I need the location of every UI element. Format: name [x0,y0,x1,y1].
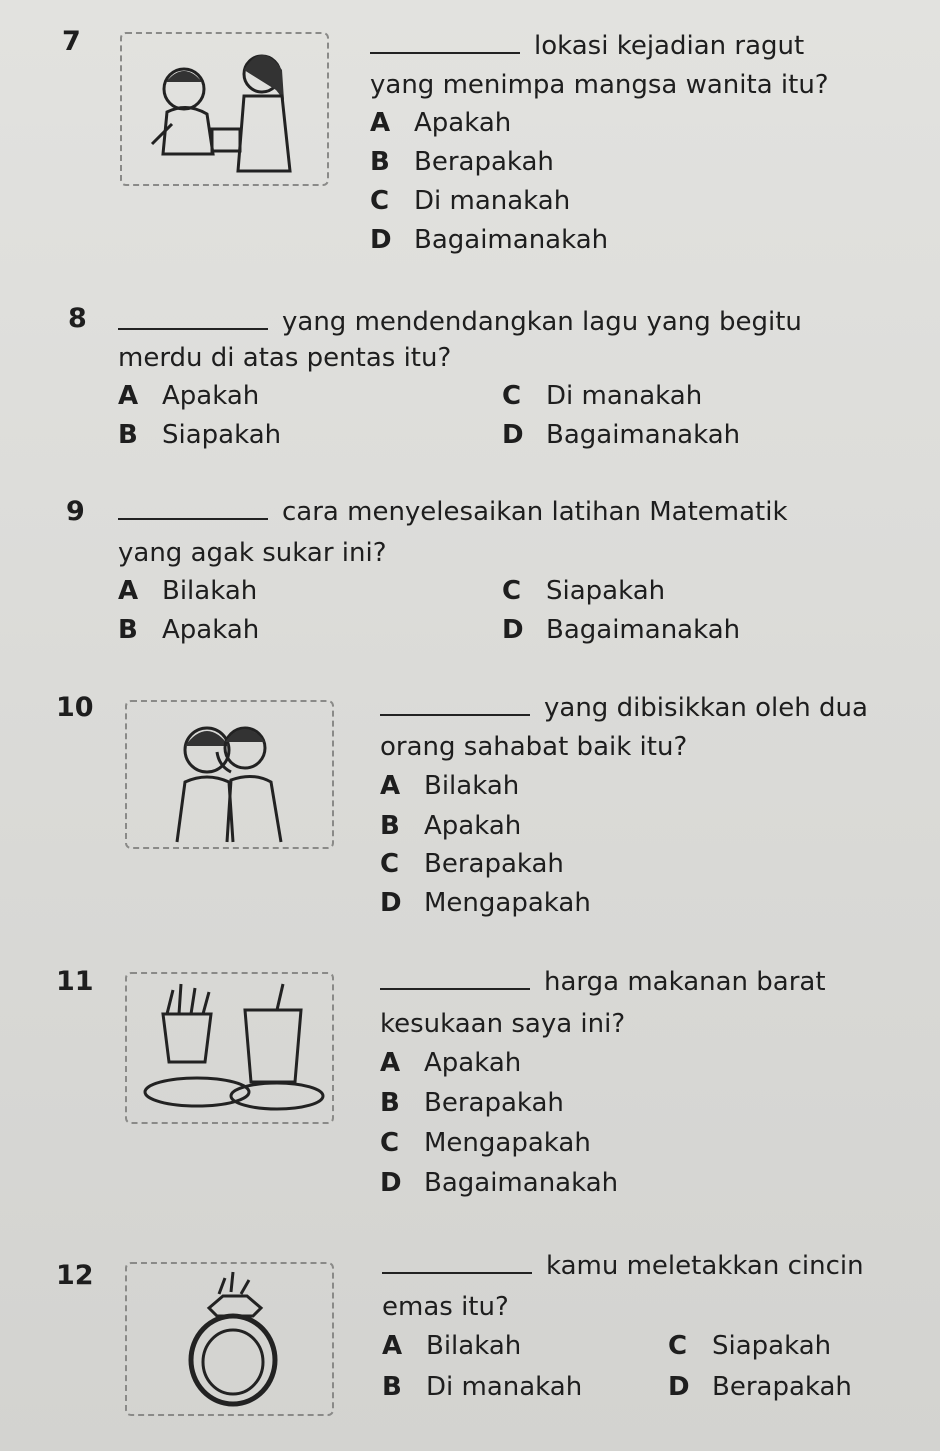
question-9-option-d[interactable]: D Bagaimanakah [502,615,741,645]
question-9-line-2: yang agak sukar ini? [118,538,387,568]
question-12-option-d[interactable]: D Berapakah [668,1372,852,1402]
question-9-option-c[interactable]: C Siapakah [502,576,666,606]
question-10-text-1: yang dibisikkan oleh dua [544,693,868,723]
question-9-option-a[interactable]: A Bilakah [118,576,258,606]
answer-blank [380,692,530,716]
question-11-line-1 [380,966,826,997]
question-9-number: 9 [66,496,85,527]
question-8-option-d[interactable]: D Bagaimanakah [502,420,741,450]
question-12-option-c[interactable]: C Siapakah [668,1331,832,1361]
question-10-line-2: orang sahabat baik itu? [380,732,688,762]
question-11-option-b[interactable]: B Berapakah [380,1088,564,1118]
question-8-text-1: yang mendendangkan lagu yang begitu [282,307,802,337]
question-7-option-c[interactable]: C Di manakah [370,186,571,216]
question-7-picture [120,32,329,186]
question-12-line-1 [382,1250,864,1281]
answer-blank [370,30,520,54]
question-12-number: 12 [56,1260,94,1291]
question-8-option-b[interactable]: B Siapakah [118,420,282,450]
question-11-picture [125,972,334,1124]
gold-ring-illustration [127,1264,332,1414]
question-11-line-2: kesukaan saya ini? [380,1009,626,1039]
question-12-picture [125,1262,334,1416]
question-10-option-d[interactable]: D Mengapakah [380,888,591,918]
question-10-number: 10 [56,692,94,723]
question-11-option-c[interactable]: C Mengapakah [380,1128,591,1158]
question-8-line-1 [118,306,802,337]
question-8-option-c[interactable]: C Di manakah [502,381,703,411]
question-8-option-a[interactable]: A Apakah [118,381,260,411]
question-7-option-a[interactable]: A Apakah [370,108,512,138]
question-10-picture [125,700,334,849]
question-10-option-c[interactable]: C Berapakah [380,849,564,879]
question-12-option-a[interactable]: A Bilakah [382,1331,522,1361]
question-11-number: 11 [56,966,94,997]
question-7-text-1: lokasi kejadian ragut [534,31,805,61]
question-7-option-d[interactable]: D Bagaimanakah [370,225,609,255]
question-12-line-2: emas itu? [382,1292,509,1322]
question-7-number: 7 [62,26,81,57]
question-9-line-1 [118,496,788,527]
question-9-option-b[interactable]: B Apakah [118,615,260,645]
question-12-text-1: kamu meletakkan cincin [546,1251,864,1281]
question-7-line-1 [370,30,804,61]
answer-blank [382,1250,532,1274]
question-11-option-a[interactable]: A Apakah [380,1048,522,1078]
question-10-option-a[interactable]: A Bilakah [380,771,520,801]
question-8-number: 8 [68,303,87,334]
answer-blank [118,306,268,330]
western-food-illustration [127,974,332,1122]
question-8-line-2: merdu di atas pentas itu? [118,343,452,373]
question-7-line-2: yang menimpa mangsa wanita itu? [370,70,829,100]
question-10-line-1 [380,692,868,723]
answer-blank [118,496,268,520]
question-10-option-b[interactable]: B Apakah [380,811,522,841]
answer-blank [380,966,530,990]
two-friends-whispering-illustration [127,702,332,847]
question-11-option-d[interactable]: D Bagaimanakah [380,1168,619,1198]
question-12-option-b[interactable]: B Di manakah [382,1372,583,1402]
question-9-text-1: cara menyelesaikan latihan Matematik [282,497,788,527]
question-11-text-1: harga makanan barat [544,967,826,997]
question-7-option-b[interactable]: B Berapakah [370,147,554,177]
snatch-theft-illustration [122,34,327,184]
